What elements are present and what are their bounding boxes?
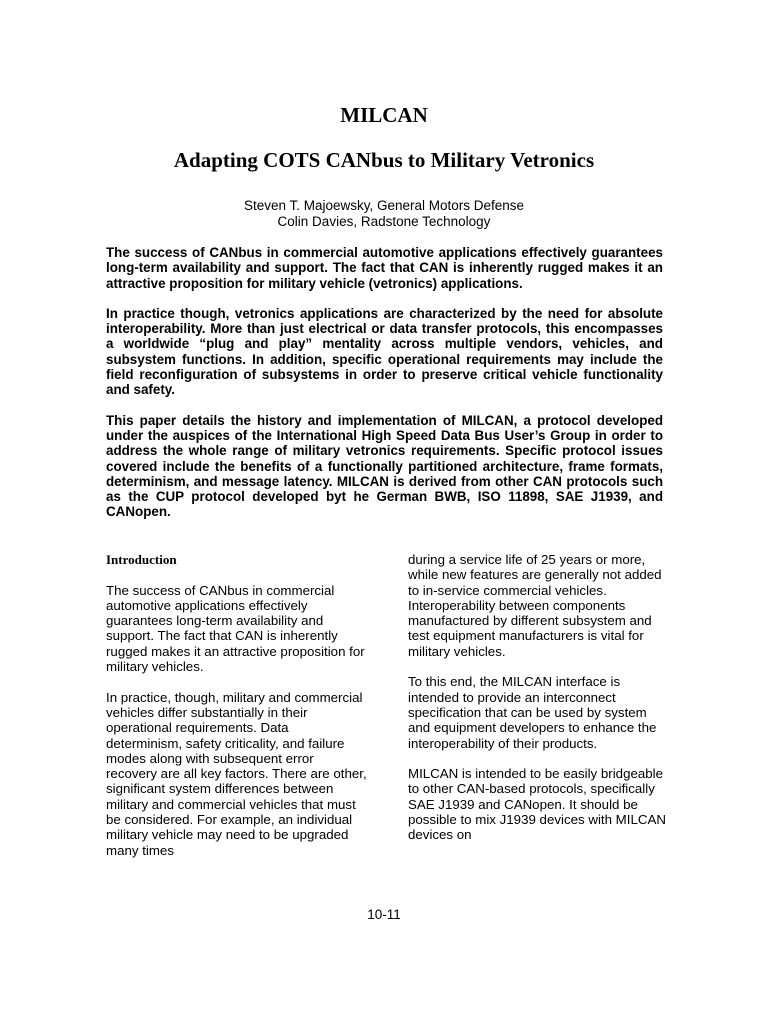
body-paragraph: during a service life of 25 years or more, while new features are generally not added to in-service commercial vehicles. Interoperability between components manufactured by different subsystem and test equipment manufacturers is vital for military vehicles. <box>408 552 662 659</box>
author-list <box>0 198 768 229</box>
author-line: Colin Davies, Radstone Technology <box>277 213 491 229</box>
body-paragraph: MILCAN is intended to be easily bridgeable to other CAN-based protocols, specifically SAE J1939 and CANopen. It should be possible to mix J1939 devices with MILCAN devices on <box>408 766 666 843</box>
page-number: 10-11 <box>367 907 401 922</box>
abstract <box>106 245 663 535</box>
section-heading-introduction: Introduction <box>106 552 177 567</box>
left-column <box>106 552 368 873</box>
abstract-paragraph: This paper details the history and implementation of MILCAN, a protocol developed under the auspices of the International High Speed Data Bus User’s Group in order to address the whole range of military vetronics requirements. Specific protocol issues covered include the benefits of a functionally partitioned architecture, frame formats, determinism, and message latency. MILCAN is derived from other CAN protocols such as the CUP protocol developed byt he German BWB, ISO 11898, SAE J1939, and CANopen. <box>106 412 663 520</box>
author-line: Steven T. Majoewsky, General Motors Defense <box>243 198 525 213</box>
right-column <box>408 552 670 858</box>
paper-subtitle: Adapting COTS CANbus to Military Vetronics <box>173 148 595 172</box>
body-paragraph: The success of CANbus in commercial automotive applications effectively guarantees long-term availability and support. The fact that CAN is inherently rugged makes it an attractive proposition for military vehicles. <box>106 582 365 675</box>
body-paragraph: In practice, though, military and commercial vehicles differ substantially in their operational requirements. Data determinism, safety criticality, and failure modes along with subsequent error recovery are all key factors. There are other, significant system differences between military and commercial vehicles that must be considered. For example, an individual military vehicle may need to be upgraded many times <box>106 689 367 858</box>
body-paragraph: To this end, the MILCAN interface is intended to provide an interconnect specification that can be used by system and equipment developers to enhance the interoperability of their products. <box>408 674 657 751</box>
abstract-paragraph: In practice though, vetronics applications are characterized by the need for absolute interoperability. More than just electrical or data transfer protocols, this encompasses a worldwide “plug and play” mentality across multiple vendors, vehicles, and subsystem functions. In addition, specific operational requirements may include the field reconfiguration of subsystems in order to preserve critical vehicle functionality and safety. <box>106 305 663 398</box>
abstract-paragraph: The success of CANbus in commercial automotive applications effectively guarantees long-term availability and support. The fact that CAN is inherently rugged makes it an attractive proposition for military vehicle (vetronics) applications. <box>106 245 663 291</box>
paper-title: MILCAN <box>340 103 428 127</box>
